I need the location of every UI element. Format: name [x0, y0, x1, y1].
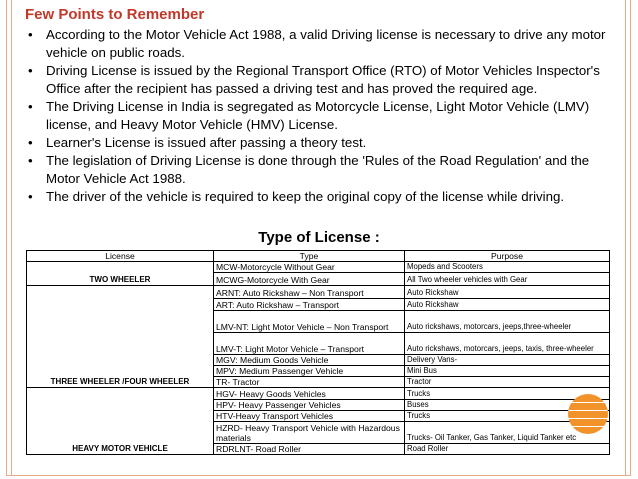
license-cell-three-four-wheeler: THREE WHEELER /FOUR WHEELER — [27, 286, 214, 388]
point-item — [26, 26, 606, 62]
type-cell: ARNT: Auto Rickshaw – Non Transport — [214, 286, 405, 299]
point-text: Driving License is issued by the Regional Transport Office (RTO) of Motor Vehicles Inspector's Office after the recipient has passed a driving test and has proved the required age. — [46, 63, 600, 96]
header-purpose: Purpose — [405, 251, 610, 262]
license-cell-two-wheeler: TWO WHEELER — [27, 262, 214, 286]
purpose-cell: Auto rickshaws, motorcars, jeeps, taxis, three-wheeler — [405, 333, 610, 355]
type-cell: TR- Tractor — [214, 377, 405, 388]
type-cell: HTV-Heavy Transport Vehicles — [214, 411, 405, 422]
point-text: The Driving License in India is segregated as Motorcycle License, Light Motor Vehicle (LMV) license, and Heavy Motor Vehicle (HMV) License. — [46, 99, 590, 132]
header-type: Type — [214, 251, 405, 262]
table-header-row — [27, 251, 610, 262]
point-text: According to the Motor Vehicle Act 1988, a valid Driving license is necessary to drive any motor vehicle on public roads. — [46, 27, 606, 60]
table-row — [27, 286, 610, 299]
point-item — [26, 62, 606, 98]
decorative-circle-icon — [568, 394, 608, 434]
table-row — [27, 388, 610, 400]
purpose-cell: Trucks — [405, 411, 610, 422]
point-text: Learner's License is issued after passing a theory test. — [46, 135, 367, 150]
purpose-cell: Tractor — [405, 377, 610, 388]
bullet-icon: • — [28, 189, 33, 204]
type-cell: HGV- Heavy Goods Vehicles — [214, 388, 405, 400]
table-title: Type of License : — [258, 229, 380, 246]
point-item — [26, 188, 606, 206]
purpose-cell: Trucks — [405, 388, 610, 400]
type-cell: ART: Auto Rickshaw – Transport — [214, 299, 405, 311]
license-cell-heavy-motor-vehicle: HEAVY MOTOR VEHICLE — [27, 388, 214, 455]
purpose-cell: Delivery Vans- — [405, 355, 610, 366]
points-list — [26, 26, 606, 206]
point-item — [26, 98, 606, 134]
purpose-cell: Buses — [405, 400, 610, 411]
license-table — [26, 250, 610, 455]
purpose-cell: Auto Rickshaw — [405, 286, 610, 299]
type-cell: LMV-NT: Light Motor Vehicle – Non Transport — [214, 311, 405, 333]
point-item — [26, 152, 606, 188]
point-text: The legislation of Driving License is done through the 'Rules of the Road Regulation' and the Motor Vehicle Act 1988. — [46, 153, 590, 186]
purpose-cell: Mopeds and Scooters — [405, 262, 610, 273]
purpose-cell: All Two wheeler vehicles with Gear — [405, 273, 610, 286]
type-cell: HZRD- Heavy Transport Vehicle with Hazardous materials — [214, 422, 405, 444]
table-row — [27, 262, 610, 273]
purpose-cell: Mini Bus — [405, 366, 610, 377]
type-cell: MGV: Medium Goods Vehicle — [214, 355, 405, 366]
purpose-cell: Auto rickshaws, motorcars, jeeps,three-wheeler — [405, 311, 610, 333]
bullet-icon: • — [28, 63, 33, 78]
bullet-icon: • — [28, 99, 33, 114]
type-cell: MCWG-Motorcycle With Gear — [214, 273, 405, 286]
bullet-icon: • — [28, 27, 33, 42]
type-cell: MPV: Medium Passenger Vehicle — [214, 366, 405, 377]
type-cell: HPV- Heavy Passenger Vehicles — [214, 400, 405, 411]
bullet-icon: • — [28, 135, 33, 150]
slide-title: Few Points to Remember — [25, 6, 205, 23]
type-cell: MCW-Motorcycle Without Gear — [214, 262, 405, 273]
point-text: The driver of the vehicle is required to keep the original copy of the license while driving. — [46, 189, 565, 204]
purpose-cell: Trucks- Oil Tanker, Gas Tanker, Liquid Tanker etc — [405, 422, 610, 444]
type-cell: LMV-T: Light Motor Vehicle – Transport — [214, 333, 405, 355]
purpose-cell: Road Roller — [405, 444, 610, 455]
point-item — [26, 134, 606, 152]
purpose-cell: Auto Rickshaw — [405, 299, 610, 311]
type-cell: RDRLNT- Road Roller — [214, 444, 405, 455]
bullet-icon: • — [28, 153, 33, 168]
header-license: License — [27, 251, 214, 262]
